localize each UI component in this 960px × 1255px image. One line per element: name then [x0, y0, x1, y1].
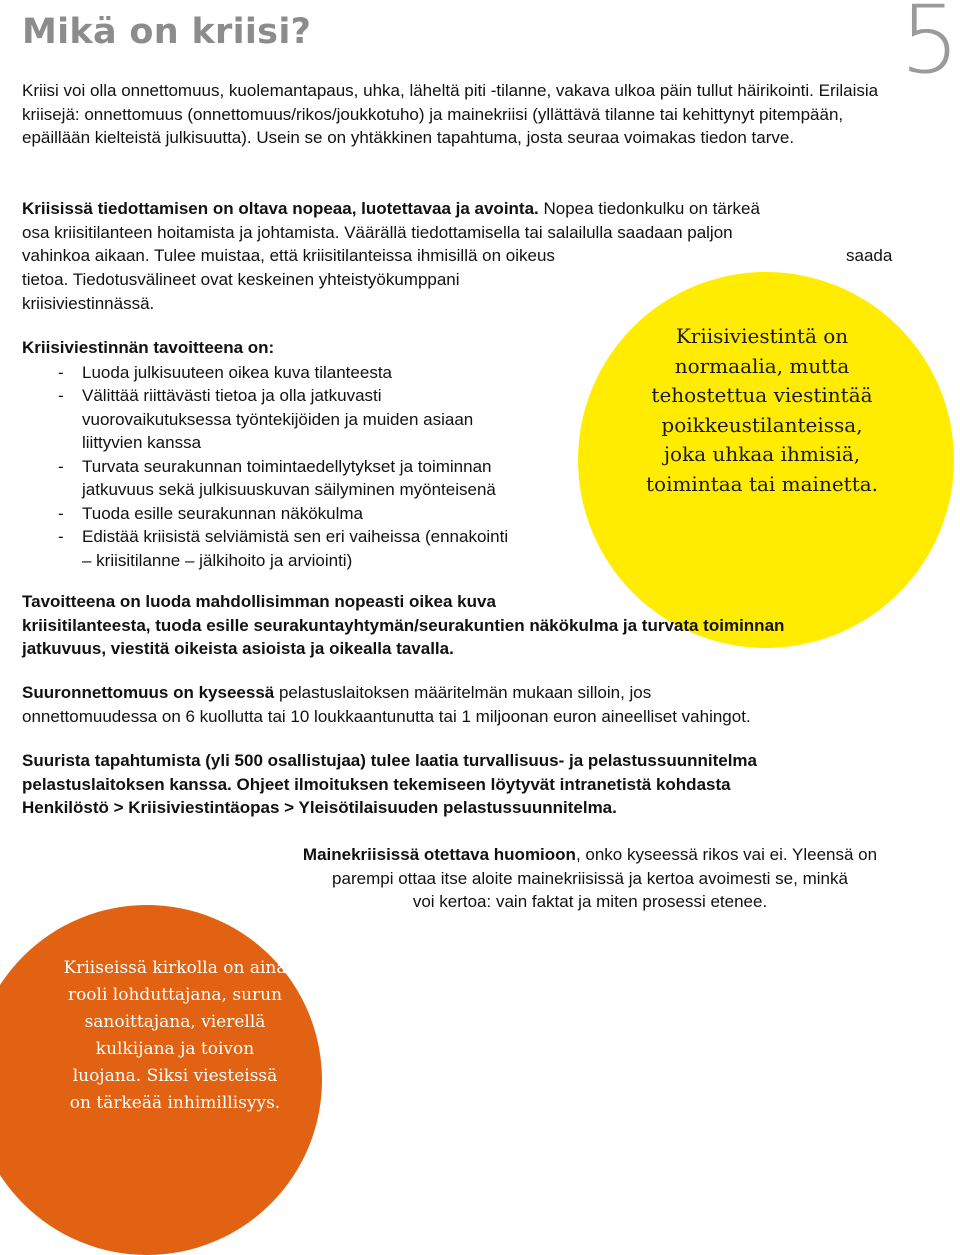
objective-paragraph: Tavoitteena on luoda mahdollisimman nopeasti oikea kuva kriisitilanteesta, tuoda esille seurakuntayhtymän/seurakuntien näkökulma ja turvata toiminnan jatkuvuus, viestitä oikeista asioista ja oikealla tavalla. [22, 592, 785, 659]
major-accident-paragraph: Suuronnettomuus on kyseessä pelastuslaitoksen määritelmän mukaan silloin, jos onnettomuudessa on 6 kuollutta tai 10 loukkaantunutta tai 1 miljoonan euron aineelliset vahingot. [22, 683, 751, 726]
communication-line4: tietoa. Tiedotusvälineet ovat keskeinen yhteistyökumppani [22, 270, 460, 290]
intro-paragraph: Kriisi voi olla onnettomuus, kuolemantapaus, uhka, läheltä piti -tilanne, vakava ulkoa päin tullut häirikointi. Erilaisia kriisejä: onnettomuus (onnettomuus/rikos/joukkotuho) ja mainekriisi (yllättävä tilanne tai kehittynyt pitempään, epäillään kielteistä julkisuutta). Usein se on yhtäkkinen tapahtuma, josta seuraa voimakas tiedon tarve. [22, 81, 879, 148]
goal-item: - Turvata seurakunnan toimintaedellytykset ja toiminnan jatkuvuus sekä julkisuuskuvan säilyminen myönteisenä [22, 455, 592, 502]
communication-bold: Kriisissä tiedottamisen on oltava nopeaa, luotettavaa ja avointa. [22, 199, 539, 218]
goals-section [22, 336, 592, 572]
communication-line1-rest: Nopea tiedonkulku on tärkeä [538, 199, 760, 218]
page-number: 5 [900, 0, 960, 95]
page-title: Mikä on kriisi? [22, 12, 312, 52]
communication-line2: osa kriisitilanteen hoitamista ja johtamista. Väärällä tiedottamisella tai salailulla saadaan paljon [22, 222, 733, 242]
goal-item: - Välittää riittävästi tietoa ja olla jatkuvasti vuorovaikutuksessa työntekijöiden ja muiden asiaan liittyvien kanssa [22, 384, 592, 455]
communication-line5: kriisiviestinnässä. [22, 293, 155, 313]
orange-callout-text: Kriiseissä kirkolla on aina rooli lohduttajana, surun sanoittajana, vierellä kulkijana ja toivon luojana. Siksi viesteissä on tärkeää inhimillisyys. [63, 958, 287, 1113]
goal-item: - Tuoda esille seurakunnan näkökulma [22, 502, 592, 526]
reputation-paragraph: Mainekriisissä otettava huomioon, onko kyseessä rikos vai ei. Yleensä on parempi ottaa itse aloite mainekriisissä ja kertoa avoimesti se, minkä voi kertoa: vain faktat ja miten prosessi etenee. [302, 845, 878, 912]
communication-line3b: saada [846, 246, 893, 266]
goal-item: - Edistää kriisistä selviämistä sen eri vaiheissa (ennakointi – kriisitilanne – jälkihoito ja arviointi) [22, 525, 592, 572]
communication-paragraph [22, 197, 922, 316]
goals-heading: Kriisiviestinnän tavoitteena on: [22, 338, 275, 357]
large-events-paragraph: Suurista tapahtumista (yli 500 osallistujaa) tulee laatia turvallisuus- ja pelastussuunnitelma pelastuslaitoksen kanssa. Ohjeet ilmoituksen tekemiseen löytyvät intranetistä kohdasta Henkilöstö > Kriisiviestintäopas > Yleisötilaisuuden pelastussuunnitelma. [22, 751, 758, 818]
goal-item: - Luoda julkisuuteen oikea kuva tilanteesta [22, 361, 592, 385]
yellow-callout-text: Kriisiviestintä on normaalia, mutta tehostettua viestintää poikkeustilanteissa, joka uhkaa ihmisiä, toimintaa tai mainetta. [645, 324, 879, 496]
goals-list [22, 361, 592, 573]
communication-line3a: vahinkoa aikaan. Tulee muistaa, että kriisitilanteissa ihmisillä on oikeus [22, 246, 555, 266]
